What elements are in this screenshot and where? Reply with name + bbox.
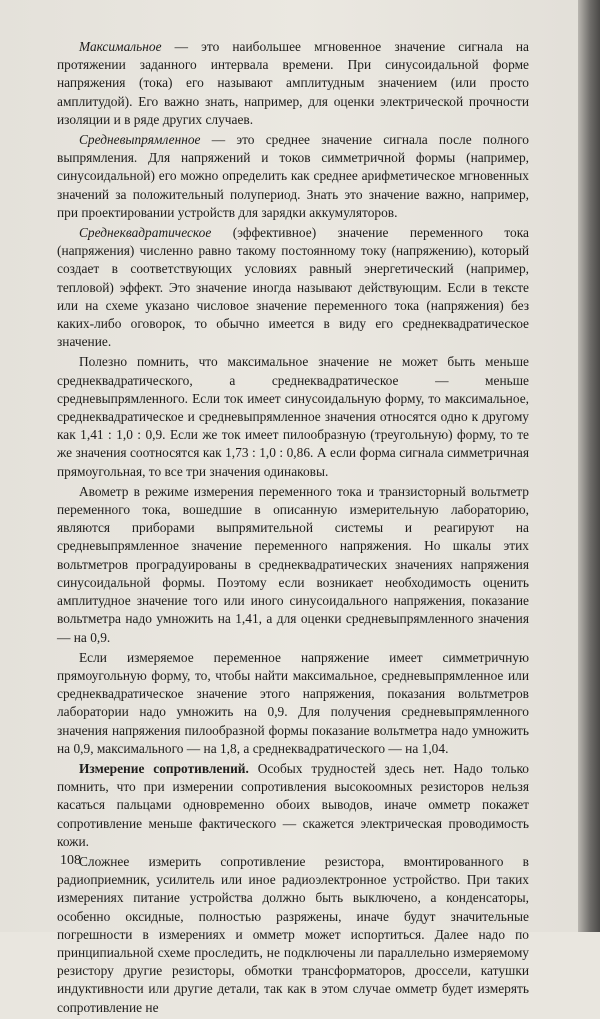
paragraph-resistance — [57, 760, 529, 851]
paragraph-rectangular — [57, 649, 529, 758]
paragraph-ratios — [57, 353, 529, 480]
paragraph-text: Особых трудностей здесь нет. Надо только помнить, что при измерении сопротивления высокоомных резисторов нельзя касаться пальцами одновременно обоих выводов, иначе омметр покажет сопротивление меньше фактического — скажется электрическая проводимость кожи. — [57, 760, 529, 849]
paragraph-in-circuit — [57, 853, 529, 1017]
page-edge-shadow — [578, 0, 600, 932]
paragraph-rms — [57, 224, 529, 351]
paragraph-text: (эффективное) значение переменного тока (напряжения) численно равно такому постоянному току (напряжению), который создает в соответствующих условиях равный энергетический (например, тепловой) эффект. Это значение иногда называют действующим. Если в тексте или на схеме указано числовое значение переменного тока (напряжения) без каких-либо оговорок, то обычно имеется в виду его среднеквадратическое значение. — [57, 225, 529, 350]
paragraph-text: Сложнее измерить сопротивление резистора, вмонтированного в радиоприемник, усилитель или иное радиоэлектронное устройство. При таких измерениях питание устройства должно быть выключено, а конденсаторы, особенно оксидные, полностью разряжены, иначе будут значительные погрешности в измерениях и омметр может испортиться. Далее надо по принципиальной схеме проследить, не подключены ли параллельно измеряемому резистору другие резисторы, обмотки трансформаторов, дроссели, катушки индуктивности или другие детали, так как в этом случае омметр будет измерять сопротивление не — [57, 853, 529, 1015]
paragraph-maximum — [57, 38, 529, 129]
term-rms: Среднеквадратическое — [79, 225, 212, 241]
term-maximum: Максимальное — [79, 39, 162, 54]
paragraph-text: Если измеряемое переменное напряжение имеет симметричную прямоугольную форму, то, чтобы найти максимальное, средневыпрямленное или среднеквадратическое значение этого напряжения, показания вольтметров лаборатории надо умножить на 0,9. Для получения средневыпрямленного значения напряжения пилообразной формы показание вольтметра надо умножить на 0,9, максимального — на 1,8, а среднеквадратического — на 1,04. — [57, 649, 529, 756]
term-rectified-average: Средневыпрямленное — [79, 132, 201, 148]
section-heading-resistance: Измерение сопротивлений. — [79, 760, 249, 776]
paragraph-avometer — [57, 483, 529, 647]
paragraph-text: Полезно помнить, что максимальное значение не может быть меньше среднеквадратического, а среднеквадратическое — меньше средневыпрямленного. Если ток имеет синусоидальную форму, то максимальное, среднеквадратическое и средневыпрямленное значения относятся одно к другому как 1,41 : 1,0 : 0,9. Если же ток имеет пилообразную (треугольную) форму, то те же значения соотносятся как 1,73 : 1,0 : 0,86. А если форма сигнала симметричная прямоугольная, то все три значения одинаковы. — [57, 354, 529, 479]
page-number: 108 — [60, 853, 81, 868]
paragraph-text: Авометр в режиме измерения переменного тока и транзисторный вольтметр переменного тока, вошедшие в описанную измерительную лабораторию, являются приборами выпрямительной системы и реагируют на средневыпрямленное значение переменного напряжения. Но шкалы этих вольтметров проградуированы в среднеквадратических значениях напряжения синусоидальной формы. Поэтому если возникает необходимость оценить амплитудное значение того или иного синусоидального напряжения, показание вольтметра надо умножить на 1,41, а для оценки средневыпрямленного значения — на 0,9. — [57, 483, 529, 645]
paragraph-text: — это среднее значение сигнала после полного выпрямления. Для напряжений и токов симметричной формы (например, синусоидальной) его можно определить как среднее арифметическое мгновенных значений за положительный полупериод. Знать это значение важно, например, при проектировании устройств для зарядки аккумуляторов. — [57, 132, 529, 220]
page-text — [57, 38, 529, 1019]
paragraph-text: — это наибольшее мгновенное значение сигнала на протяжении заданного интервала времени. При синусоидальной форме напряжения (тока) его называют амплитудным значением (или просто амплитудой). Его важно знать, например, для оценки электрической прочности изоляции и в ряде других случаев. — [57, 39, 529, 127]
paragraph-rectified-average — [57, 131, 529, 222]
